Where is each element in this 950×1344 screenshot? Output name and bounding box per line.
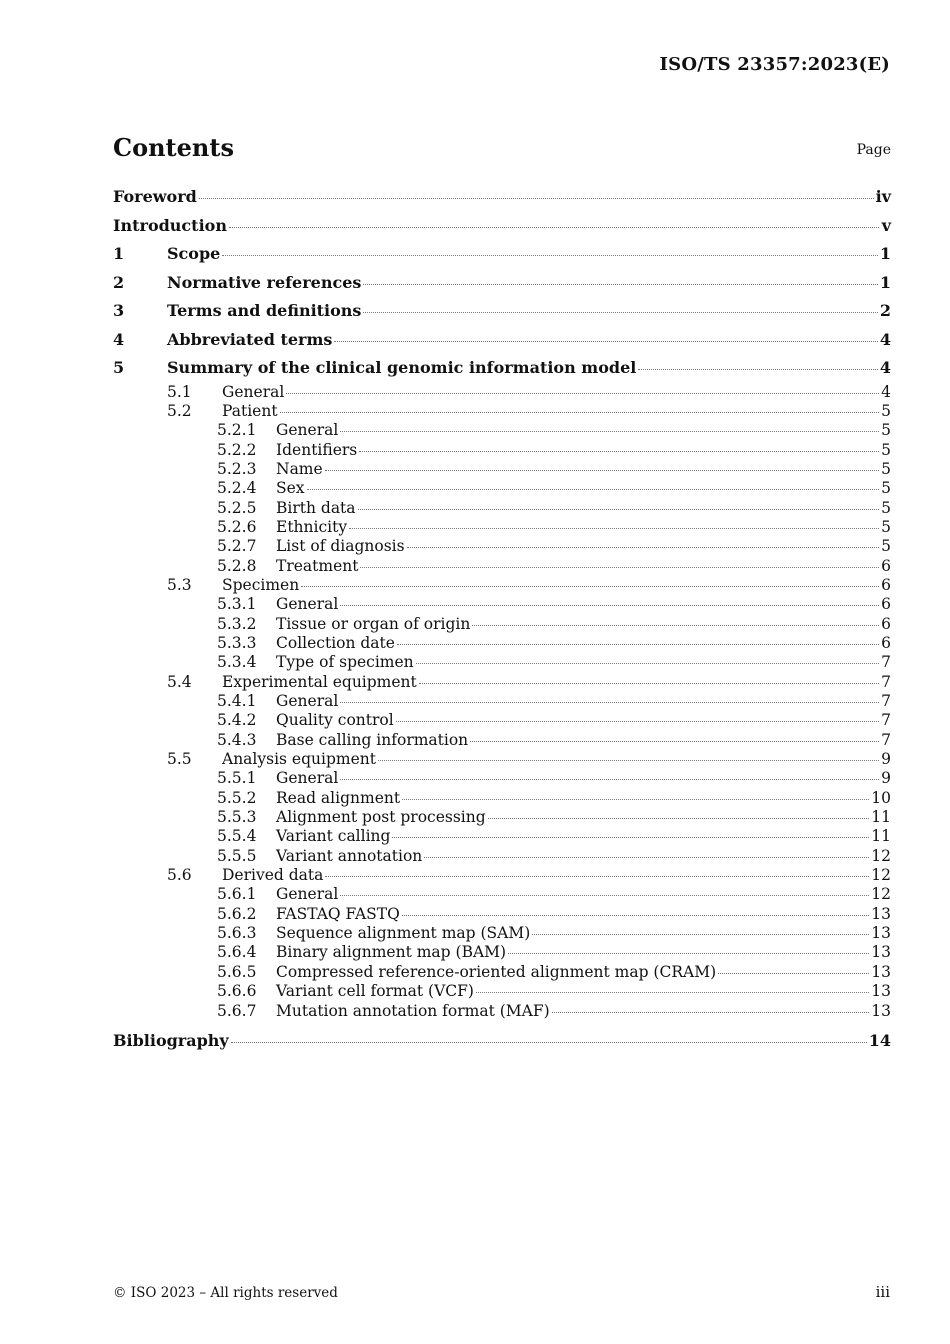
toc-entry[interactable] bbox=[113, 1002, 891, 1021]
toc-entry-title: Quality control bbox=[276, 711, 394, 730]
dot-leader bbox=[363, 311, 877, 313]
toc-entry[interactable] bbox=[113, 692, 891, 711]
toc-entry-page: 7 bbox=[881, 692, 891, 710]
toc-entry[interactable] bbox=[113, 383, 891, 402]
toc-entry[interactable] bbox=[113, 885, 891, 904]
dot-leader bbox=[222, 254, 878, 256]
dot-leader bbox=[360, 566, 879, 568]
page-number: iii bbox=[875, 1283, 890, 1301]
dot-leader bbox=[470, 740, 879, 742]
contents-title: Contents bbox=[113, 133, 234, 162]
dot-leader bbox=[718, 972, 869, 974]
toc-entry-number: 5.3.1 bbox=[217, 595, 257, 614]
dot-leader bbox=[416, 662, 879, 664]
toc-entry-number: 3 bbox=[113, 301, 125, 320]
dot-leader bbox=[231, 1041, 867, 1043]
toc-entry[interactable] bbox=[113, 866, 891, 885]
toc-entry-title: Patient bbox=[222, 401, 278, 420]
toc-entry-number: 5.2.3 bbox=[217, 459, 257, 478]
dot-leader bbox=[340, 778, 879, 780]
toc-entry[interactable] bbox=[113, 634, 891, 653]
toc-entry-title: Type of specimen bbox=[276, 653, 414, 672]
toc-entry-page: 9 bbox=[881, 769, 891, 788]
toc-entry[interactable] bbox=[113, 460, 891, 479]
toc-entry-title: Foreword bbox=[113, 187, 197, 206]
toc-entry[interactable] bbox=[113, 518, 891, 537]
toc-entry[interactable] bbox=[113, 183, 891, 212]
dot-leader bbox=[325, 875, 869, 877]
toc-entry[interactable] bbox=[113, 354, 891, 383]
toc-entry-number: 5.5.1 bbox=[217, 769, 257, 788]
toc-entry-number: 5.2.8 bbox=[217, 556, 257, 575]
dot-leader bbox=[359, 450, 879, 452]
toc-entry-title: Alignment post processing bbox=[276, 808, 486, 827]
toc-entry-title: Variant annotation bbox=[276, 846, 423, 865]
dot-leader bbox=[392, 836, 869, 838]
toc-entry-title: General bbox=[276, 885, 339, 904]
toc-entry-number: 5.3.4 bbox=[217, 653, 257, 672]
dot-leader bbox=[358, 508, 879, 510]
toc-entry-page: 11 bbox=[871, 827, 891, 846]
toc-entry-title: General bbox=[276, 692, 339, 710]
toc-entry-title: Sex bbox=[276, 479, 305, 498]
toc-entry-title: Compressed reference-oriented alignment map (CRAM) bbox=[276, 962, 717, 981]
toc-entry[interactable] bbox=[113, 615, 891, 634]
toc-entry-number: 5 bbox=[113, 358, 125, 377]
dot-leader bbox=[307, 488, 879, 490]
toc-entry[interactable] bbox=[113, 924, 891, 943]
toc-entry[interactable] bbox=[113, 789, 891, 808]
toc-entry[interactable] bbox=[113, 595, 891, 614]
toc-entry-page: 12 bbox=[871, 866, 891, 885]
toc-entry[interactable] bbox=[113, 847, 891, 866]
toc-entry-number: 5.4 bbox=[167, 672, 192, 691]
toc-entry-number: 5.2.7 bbox=[217, 537, 257, 556]
toc-entry[interactable] bbox=[113, 212, 891, 241]
toc-entry-title: Introduction bbox=[113, 215, 227, 235]
toc-entry-number: 5.4.2 bbox=[217, 711, 257, 730]
toc-entry-page: 10 bbox=[871, 788, 891, 807]
document-id: ISO/TS 23357:2023(E) bbox=[659, 54, 890, 75]
toc-entry-number: 1 bbox=[113, 244, 125, 263]
toc-entry-page: 5 bbox=[881, 401, 891, 420]
toc-entry-title: FASTAQ FASTQ bbox=[276, 904, 400, 923]
toc-entry-number: 2 bbox=[113, 272, 125, 292]
dot-leader bbox=[407, 546, 879, 548]
toc-entry[interactable] bbox=[113, 269, 891, 298]
toc-entry[interactable] bbox=[113, 731, 891, 750]
toc-entry[interactable] bbox=[113, 402, 891, 421]
dot-leader bbox=[419, 682, 879, 684]
toc-entry-title: Read alignment bbox=[276, 788, 401, 807]
toc-entry[interactable] bbox=[113, 905, 891, 924]
dot-leader bbox=[229, 226, 879, 228]
toc-entry[interactable] bbox=[113, 441, 891, 460]
toc-entry-number: 5.4.3 bbox=[217, 730, 257, 749]
dot-leader bbox=[488, 817, 870, 819]
dot-leader bbox=[286, 392, 879, 394]
toc-entry[interactable] bbox=[113, 653, 891, 672]
dot-leader bbox=[402, 798, 869, 800]
toc-entry-number: 5.6.7 bbox=[217, 1001, 257, 1020]
toc-entry-number: 5.5.4 bbox=[217, 827, 257, 846]
toc-entry-number: 5.3.2 bbox=[217, 614, 257, 633]
toc-entry-page: 2 bbox=[879, 301, 891, 320]
toc-entry-title: Variant cell format (VCF) bbox=[276, 982, 474, 1001]
toc-entry-number: 5.6 bbox=[167, 866, 192, 885]
toc-entry[interactable] bbox=[113, 499, 891, 518]
toc-entry-page: 9 bbox=[881, 750, 891, 769]
toc-entry-page: 13 bbox=[871, 962, 891, 981]
toc-entry[interactable] bbox=[113, 576, 891, 595]
dot-leader bbox=[508, 952, 869, 954]
toc-entry-page: 6 bbox=[881, 614, 891, 633]
toc-entry-number: 5.1 bbox=[167, 382, 192, 401]
toc-entry-title: Birth data bbox=[276, 498, 356, 517]
toc-entry-title: Normative references bbox=[167, 272, 362, 292]
toc-entry[interactable] bbox=[113, 827, 891, 846]
dot-leader bbox=[280, 411, 879, 413]
toc-entry-number: 5.5.3 bbox=[217, 808, 257, 827]
dot-leader bbox=[396, 720, 879, 722]
toc-entry[interactable] bbox=[113, 479, 891, 498]
toc-entry-title: Specimen bbox=[222, 575, 300, 594]
toc-entry-number: 5.6.1 bbox=[217, 885, 257, 904]
dot-leader bbox=[334, 340, 877, 342]
toc-entry[interactable] bbox=[113, 750, 891, 769]
toc-entry-number: 5.6.4 bbox=[217, 943, 257, 962]
toc-entry-title: General bbox=[276, 595, 339, 614]
toc-entry-title: Experimental equipment bbox=[222, 672, 417, 691]
toc-entry[interactable] bbox=[113, 982, 891, 1001]
toc-entry-title: Variant calling bbox=[276, 827, 391, 846]
toc-entry-number: 4 bbox=[113, 329, 125, 349]
dot-leader bbox=[552, 1011, 870, 1013]
table-of-contents bbox=[113, 183, 891, 1055]
toc-entry-title: List of diagnosis bbox=[276, 537, 405, 556]
toc-entry-page: 5 bbox=[881, 459, 891, 478]
toc-entry-title: Abbreviated terms bbox=[167, 329, 333, 349]
dot-leader bbox=[424, 856, 869, 858]
toc-entry-title: Summary of the clinical genomic information model bbox=[167, 358, 637, 377]
toc-entry-page: 13 bbox=[871, 982, 891, 1001]
toc-entry[interactable] bbox=[113, 1027, 891, 1056]
toc-entry[interactable] bbox=[113, 240, 891, 269]
dot-leader bbox=[349, 527, 879, 529]
dot-leader bbox=[378, 759, 879, 761]
dot-leader bbox=[340, 701, 879, 703]
toc-entry-title: Tissue or organ of origin bbox=[276, 614, 471, 633]
toc-entry-page: 4 bbox=[881, 382, 891, 401]
toc-entry-page: 12 bbox=[871, 846, 891, 865]
toc-entry-number: 5.3.3 bbox=[217, 633, 257, 652]
toc-entry-page: 13 bbox=[871, 943, 891, 962]
toc-entry-page: 6 bbox=[881, 556, 891, 575]
copyright-notice: © ISO 2023 – All rights reserved bbox=[113, 1285, 338, 1301]
toc-entry-page: 5 bbox=[881, 440, 891, 459]
dot-leader bbox=[340, 894, 869, 896]
toc-entry-number: 5.5.2 bbox=[217, 788, 257, 807]
toc-entry-title: Treatment bbox=[276, 556, 359, 575]
toc-entry-number: 5.6.5 bbox=[217, 962, 257, 981]
toc-entry-title: Ethnicity bbox=[276, 517, 348, 536]
toc-entry[interactable] bbox=[113, 557, 891, 576]
toc-entry-page: 13 bbox=[871, 904, 891, 923]
dot-leader bbox=[325, 469, 879, 471]
toc-entry-page: 6 bbox=[881, 595, 891, 614]
dot-leader bbox=[340, 604, 879, 606]
toc-entry-page: 5 bbox=[881, 537, 891, 556]
toc-entry-title: Sequence alignment map (SAM) bbox=[276, 924, 531, 943]
toc-entry-title: Identifiers bbox=[276, 440, 358, 459]
toc-entry-title: Mutation annotation format (MAF) bbox=[276, 1001, 550, 1020]
toc-entry-title: General bbox=[222, 382, 285, 401]
toc-entry-page: 5 bbox=[881, 517, 891, 536]
toc-entry[interactable] bbox=[113, 711, 891, 730]
toc-entry-page: 12 bbox=[871, 885, 891, 904]
toc-entry-page: 4 bbox=[879, 358, 891, 377]
toc-entry-page: 13 bbox=[871, 924, 891, 943]
toc-entry-number: 5.5 bbox=[167, 750, 192, 769]
toc-entry-page: 5 bbox=[881, 479, 891, 498]
dot-leader bbox=[199, 197, 874, 199]
toc-entry-page: 7 bbox=[881, 653, 891, 672]
toc-entry[interactable] bbox=[113, 297, 891, 326]
dot-leader bbox=[340, 430, 879, 432]
dot-leader bbox=[402, 914, 869, 916]
toc-entry-page: 6 bbox=[881, 633, 891, 652]
toc-entry-title: Scope bbox=[167, 244, 221, 263]
dot-leader bbox=[397, 643, 879, 645]
toc-entry-page: 7 bbox=[881, 730, 891, 749]
toc-entry[interactable] bbox=[113, 673, 891, 692]
toc-entry-page: 5 bbox=[881, 498, 891, 517]
toc-entry-number: 5.4.1 bbox=[217, 692, 257, 710]
toc-entry-number: 5.2.5 bbox=[217, 498, 257, 517]
toc-entry-title: General bbox=[276, 769, 339, 788]
toc-entry-page: 11 bbox=[871, 808, 891, 827]
toc-entry-title: Collection date bbox=[276, 633, 395, 652]
toc-entry-page: 1 bbox=[879, 244, 891, 263]
toc-entry[interactable] bbox=[113, 769, 891, 788]
toc-entry[interactable] bbox=[113, 943, 891, 962]
toc-entry-number: 5.6.3 bbox=[217, 924, 257, 943]
toc-entry-page: 13 bbox=[871, 1001, 891, 1020]
dot-leader bbox=[638, 368, 878, 370]
toc-entry-number: 5.6.2 bbox=[217, 904, 257, 923]
dot-leader bbox=[476, 991, 869, 993]
toc-entry[interactable] bbox=[113, 537, 891, 556]
dot-leader bbox=[363, 283, 877, 285]
toc-entry-number: 5.2 bbox=[167, 401, 192, 420]
toc-entry-page: 14 bbox=[868, 1030, 891, 1050]
toc-entry-number: 5.2.2 bbox=[217, 440, 257, 459]
toc-entry-title: Name bbox=[276, 459, 323, 478]
toc-entry[interactable] bbox=[113, 326, 891, 355]
toc-entry-page: 1 bbox=[879, 272, 891, 292]
toc-entry-title: Binary alignment map (BAM) bbox=[276, 943, 507, 962]
page-column-label: Page bbox=[856, 142, 891, 158]
toc-entry-title: Analysis equipment bbox=[222, 750, 376, 769]
toc-entry-page: 7 bbox=[881, 672, 891, 691]
toc-entry-title: Base calling information bbox=[276, 730, 469, 749]
toc-entry-number: 5.2.4 bbox=[217, 479, 257, 498]
toc-entry-page: 4 bbox=[879, 329, 891, 349]
toc-entry-page: 6 bbox=[881, 575, 891, 594]
toc-entry[interactable] bbox=[113, 808, 891, 827]
dot-leader bbox=[532, 933, 869, 935]
toc-entry-page: v bbox=[881, 215, 891, 235]
toc-entry-title: Terms and definitions bbox=[167, 301, 362, 320]
toc-entry-title: Bibliography bbox=[113, 1030, 229, 1050]
toc-entry-number: 5.5.5 bbox=[217, 846, 257, 865]
toc-entry-number: 5.2.1 bbox=[217, 421, 257, 440]
toc-entry-page: 5 bbox=[881, 421, 891, 440]
toc-entry-number: 5.6.6 bbox=[217, 982, 257, 1001]
toc-entry-number: 5.2.6 bbox=[217, 517, 257, 536]
toc-entry[interactable] bbox=[113, 421, 891, 440]
toc-entry-title: General bbox=[276, 421, 339, 440]
dot-leader bbox=[301, 585, 879, 587]
toc-entry-number: 5.3 bbox=[167, 575, 192, 594]
toc-entry-page: 7 bbox=[881, 711, 891, 730]
toc-entry-page: iv bbox=[875, 187, 891, 206]
toc-entry-title: Derived data bbox=[222, 866, 324, 885]
toc-entry[interactable] bbox=[113, 963, 891, 982]
dot-leader bbox=[472, 624, 879, 626]
